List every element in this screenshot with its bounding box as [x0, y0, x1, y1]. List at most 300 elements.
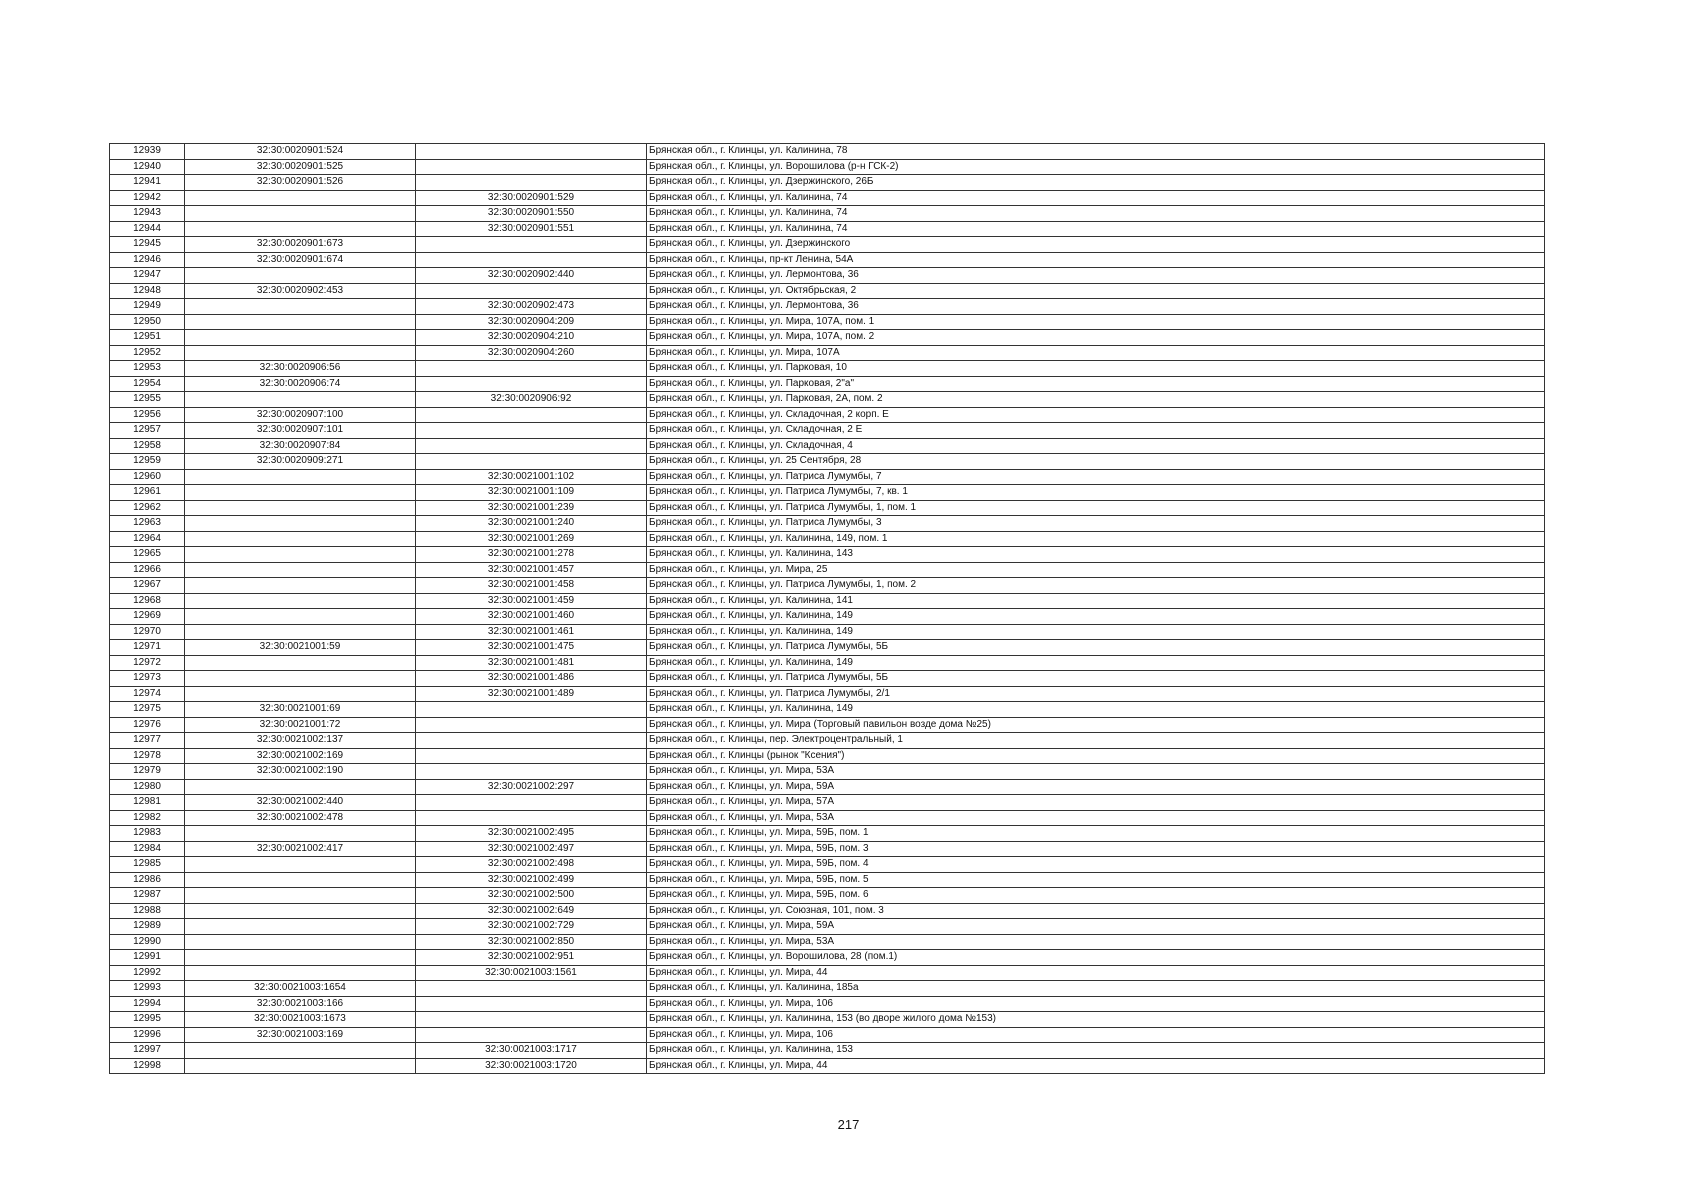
- object-cadastral-number-cell: [416, 159, 647, 175]
- object-cadastral-number-cell: 32:30:0021001:102: [416, 469, 647, 485]
- table-row: [110, 733, 1545, 749]
- table-row: [110, 268, 1545, 284]
- object-cadastral-number-cell: 32:30:0021002:495: [416, 826, 647, 842]
- row-number-cell: 12955: [110, 392, 185, 408]
- cadastral-number-cell: [185, 500, 416, 516]
- cadastral-number-cell: [185, 299, 416, 315]
- address-cell: Брянская обл., г. Клинцы, ул. Калинина, 153: [647, 1043, 1545, 1059]
- table-row: [110, 252, 1545, 268]
- row-number-cell: 12978: [110, 748, 185, 764]
- address-cell: Брянская обл., г. Клинцы, ул. Мира, 53А: [647, 764, 1545, 780]
- cadastral-number-cell: [185, 268, 416, 284]
- table-row: [110, 950, 1545, 966]
- object-cadastral-number-cell: 32:30:0021001:269: [416, 531, 647, 547]
- address-cell: Брянская обл., г. Клинцы, ул. Мира, 25: [647, 562, 1545, 578]
- table-row: [110, 159, 1545, 175]
- row-number-cell: 12973: [110, 671, 185, 687]
- cadastral-number-cell: [185, 919, 416, 935]
- table-row: [110, 981, 1545, 997]
- object-cadastral-number-cell: [416, 1012, 647, 1028]
- address-cell: Брянская обл., г. Клинцы, ул. Парковая, 10: [647, 361, 1545, 377]
- row-number-cell: 12939: [110, 144, 185, 160]
- cadastral-number-cell: 32:30:0021003:169: [185, 1027, 416, 1043]
- row-number-cell: 12948: [110, 283, 185, 299]
- table-row: [110, 485, 1545, 501]
- row-number-cell: 12996: [110, 1027, 185, 1043]
- object-cadastral-number-cell: 32:30:0021001:481: [416, 655, 647, 671]
- address-cell: Брянская обл., г. Клинцы, ул. Мира, 107А: [647, 345, 1545, 361]
- cadastral-number-cell: [185, 562, 416, 578]
- cadastral-number-cell: 32:30:0020906:74: [185, 376, 416, 392]
- address-cell: Брянская обл., г. Клинцы, ул. Лермонтова, 36: [647, 268, 1545, 284]
- row-number-cell: 12960: [110, 469, 185, 485]
- row-number-cell: 12993: [110, 981, 185, 997]
- cadastral-number-cell: [185, 547, 416, 563]
- object-cadastral-number-cell: 32:30:0021002:297: [416, 779, 647, 795]
- cadastral-number-cell: [185, 345, 416, 361]
- row-number-cell: 12975: [110, 702, 185, 718]
- table-row: [110, 531, 1545, 547]
- object-cadastral-number-cell: [416, 981, 647, 997]
- address-cell: Брянская обл., г. Клинцы, ул. Патриса Лумумбы, 7, кв. 1: [647, 485, 1545, 501]
- cadastral-number-cell: 32:30:0021003:1654: [185, 981, 416, 997]
- object-cadastral-number-cell: 32:30:0021003:1717: [416, 1043, 647, 1059]
- object-cadastral-number-cell: 32:30:0020902:473: [416, 299, 647, 315]
- row-number-cell: 12980: [110, 779, 185, 795]
- cadastral-number-cell: 32:30:0021002:417: [185, 841, 416, 857]
- cadastral-number-cell: [185, 516, 416, 532]
- address-cell: Брянская обл., г. Клинцы, ул. Калинина, 74: [647, 221, 1545, 237]
- address-cell: Брянская обл., г. Клинцы, ул. Парковая, 2"а": [647, 376, 1545, 392]
- row-number-cell: 12942: [110, 190, 185, 206]
- address-cell: Брянская обл., г. Клинцы, ул. Мира, 59Б, пом. 3: [647, 841, 1545, 857]
- object-cadastral-number-cell: 32:30:0020904:260: [416, 345, 647, 361]
- cadastral-number-cell: 32:30:0021003:1673: [185, 1012, 416, 1028]
- object-cadastral-number-cell: 32:30:0021001:457: [416, 562, 647, 578]
- address-cell: Брянская обл., г. Клинцы, ул. 25 Сентября, 28: [647, 454, 1545, 470]
- object-cadastral-number-cell: 32:30:0020901:529: [416, 190, 647, 206]
- address-cell: Брянская обл., г. Клинцы, ул. Патриса Лумумбы, 1, пом. 1: [647, 500, 1545, 516]
- table-row: [110, 562, 1545, 578]
- address-cell: Брянская обл., г. Клинцы, ул. Калинина, 74: [647, 190, 1545, 206]
- row-number-cell: 12989: [110, 919, 185, 935]
- table-row: [110, 857, 1545, 873]
- address-cell: Брянская обл., г. Клинцы, ул. Мира, 59Б, пом. 4: [647, 857, 1545, 873]
- address-cell: Брянская обл., г. Клинцы, ул. Калинина, 185а: [647, 981, 1545, 997]
- object-cadastral-number-cell: 32:30:0020904:210: [416, 330, 647, 346]
- object-cadastral-number-cell: 32:30:0021002:499: [416, 872, 647, 888]
- cadastral-number-cell: 32:30:0021002:137: [185, 733, 416, 749]
- cadastral-number-cell: 32:30:0020902:453: [185, 283, 416, 299]
- table-row: [110, 1027, 1545, 1043]
- object-cadastral-number-cell: [416, 175, 647, 191]
- cadastral-number-cell: [185, 206, 416, 222]
- address-cell: Брянская обл., г. Клинцы, ул. Калинина, 153 (во дворе жилого дома №153): [647, 1012, 1545, 1028]
- table-row: [110, 779, 1545, 795]
- cadastral-number-cell: 32:30:0020901:526: [185, 175, 416, 191]
- cadastral-number-cell: [185, 469, 416, 485]
- object-cadastral-number-cell: 32:30:0021001:239: [416, 500, 647, 516]
- table-row: [110, 965, 1545, 981]
- row-number-cell: 12940: [110, 159, 185, 175]
- object-cadastral-number-cell: [416, 407, 647, 423]
- table-row: [110, 624, 1545, 640]
- object-cadastral-number-cell: [416, 283, 647, 299]
- object-cadastral-number-cell: 32:30:0021001:461: [416, 624, 647, 640]
- address-cell: Брянская обл., г. Клинцы, ул. Мира, 107А, пом. 2: [647, 330, 1545, 346]
- row-number-cell: 12969: [110, 609, 185, 625]
- cadastral-number-cell: [185, 826, 416, 842]
- row-number-cell: 12983: [110, 826, 185, 842]
- cadastral-number-cell: 32:30:0020901:673: [185, 237, 416, 253]
- cadastral-number-cell: [185, 330, 416, 346]
- object-cadastral-number-cell: [416, 810, 647, 826]
- address-cell: Брянская обл., г. Клинцы, ул. Мира, 53А: [647, 810, 1545, 826]
- address-cell: Брянская обл., г. Клинцы, ул. Патриса Лумумбы, 1, пом. 2: [647, 578, 1545, 594]
- table-row: [110, 237, 1545, 253]
- row-number-cell: 12984: [110, 841, 185, 857]
- object-cadastral-number-cell: 32:30:0020902:440: [416, 268, 647, 284]
- cadastral-number-cell: [185, 485, 416, 501]
- cadastral-number-cell: [185, 593, 416, 609]
- object-cadastral-number-cell: [416, 996, 647, 1012]
- object-cadastral-number-cell: 32:30:0021003:1720: [416, 1058, 647, 1074]
- cadastral-number-cell: [185, 965, 416, 981]
- address-cell: Брянская обл., г. Клинцы, пер. Электроцентральный, 1: [647, 733, 1545, 749]
- table-row: [110, 407, 1545, 423]
- address-cell: Брянская обл., г. Клинцы, ул. Мира, 44: [647, 1058, 1545, 1074]
- object-cadastral-number-cell: 32:30:0021002:649: [416, 903, 647, 919]
- table-row: [110, 826, 1545, 842]
- table-row: [110, 702, 1545, 718]
- object-cadastral-number-cell: 32:30:0021001:240: [416, 516, 647, 532]
- object-cadastral-number-cell: 32:30:0021002:500: [416, 888, 647, 904]
- address-cell: Брянская обл., г. Клинцы, ул. Калинина, 149: [647, 702, 1545, 718]
- table-row: [110, 934, 1545, 950]
- address-cell: Брянская обл., г. Клинцы, ул. Патриса Лумумбы, 2/1: [647, 686, 1545, 702]
- row-number-cell: 12944: [110, 221, 185, 237]
- cadastral-number-cell: 32:30:0020901:524: [185, 144, 416, 160]
- address-cell: Брянская обл., г. Клинцы, ул. Ворошилова, 28 (пом.1): [647, 950, 1545, 966]
- cadastral-number-cell: 32:30:0020907:101: [185, 423, 416, 439]
- address-cell: Брянская обл., г. Клинцы, ул. Парковая, 2А, пом. 2: [647, 392, 1545, 408]
- table-row: [110, 686, 1545, 702]
- table-row: [110, 795, 1545, 811]
- row-number-cell: 12971: [110, 640, 185, 656]
- row-number-cell: 12986: [110, 872, 185, 888]
- row-number-cell: 12992: [110, 965, 185, 981]
- row-number-cell: 12990: [110, 934, 185, 950]
- table-row: [110, 345, 1545, 361]
- row-number-cell: 12965: [110, 547, 185, 563]
- table-row: [110, 888, 1545, 904]
- cadastral-number-cell: [185, 1058, 416, 1074]
- table-row: [110, 593, 1545, 609]
- cadastral-number-cell: 32:30:0021002:440: [185, 795, 416, 811]
- table-row: [110, 330, 1545, 346]
- row-number-cell: 12943: [110, 206, 185, 222]
- table-row: [110, 221, 1545, 237]
- table-row: [110, 361, 1545, 377]
- cadastral-number-cell: [185, 221, 416, 237]
- row-number-cell: 12972: [110, 655, 185, 671]
- object-cadastral-number-cell: 32:30:0021001:459: [416, 593, 647, 609]
- object-cadastral-number-cell: [416, 795, 647, 811]
- object-cadastral-number-cell: [416, 702, 647, 718]
- object-cadastral-number-cell: 32:30:0020906:92: [416, 392, 647, 408]
- cadastral-number-cell: [185, 950, 416, 966]
- address-cell: Брянская обл., г. Клинцы, ул. Патриса Лумумбы, 5Б: [647, 640, 1545, 656]
- table-row: [110, 283, 1545, 299]
- table-row: [110, 144, 1545, 160]
- address-cell: Брянская обл., г. Клинцы, ул. Патриса Лумумбы, 3: [647, 516, 1545, 532]
- address-cell: Брянская обл., г. Клинцы, ул. Мира (Торговый павильон возде дома №25): [647, 717, 1545, 733]
- table-row: [110, 454, 1545, 470]
- row-number-cell: 12958: [110, 438, 185, 454]
- cadastral-number-cell: [185, 392, 416, 408]
- table-row: [110, 919, 1545, 935]
- row-number-cell: 12970: [110, 624, 185, 640]
- table-row: [110, 764, 1545, 780]
- cadastral-number-cell: 32:30:0020901:525: [185, 159, 416, 175]
- address-cell: Брянская обл., г. Клинцы, ул. Мира, 44: [647, 965, 1545, 981]
- cadastral-number-cell: [185, 1043, 416, 1059]
- row-number-cell: 12954: [110, 376, 185, 392]
- table-row: [110, 841, 1545, 857]
- table-row: [110, 516, 1545, 532]
- cadastral-number-cell: [185, 578, 416, 594]
- row-number-cell: 12957: [110, 423, 185, 439]
- cadastral-number-cell: [185, 190, 416, 206]
- object-cadastral-number-cell: 32:30:0020904:209: [416, 314, 647, 330]
- object-cadastral-number-cell: [416, 454, 647, 470]
- cadastral-number-cell: [185, 671, 416, 687]
- cadastral-number-cell: 32:30:0021002:169: [185, 748, 416, 764]
- row-number-cell: 12981: [110, 795, 185, 811]
- page-number: 217: [837, 1117, 860, 1132]
- object-cadastral-number-cell: 32:30:0021001:489: [416, 686, 647, 702]
- address-cell: Брянская обл., г. Клинцы, ул. Мира, 107А, пом. 1: [647, 314, 1545, 330]
- row-number-cell: 12947: [110, 268, 185, 284]
- object-cadastral-number-cell: 32:30:0021002:729: [416, 919, 647, 935]
- table-row: [110, 872, 1545, 888]
- table-row: [110, 469, 1545, 485]
- address-cell: Брянская обл., г. Клинцы, ул. Мира, 53А: [647, 934, 1545, 950]
- object-cadastral-number-cell: [416, 144, 647, 160]
- cadastral-number-cell: [185, 655, 416, 671]
- cadastral-number-cell: [185, 531, 416, 547]
- row-number-cell: 12962: [110, 500, 185, 516]
- address-cell: Брянская обл., г. Клинцы, ул. Мира, 106: [647, 996, 1545, 1012]
- table-row: [110, 438, 1545, 454]
- row-number-cell: 12968: [110, 593, 185, 609]
- object-cadastral-number-cell: [416, 376, 647, 392]
- object-cadastral-number-cell: 32:30:0021001:460: [416, 609, 647, 625]
- row-number-cell: 12951: [110, 330, 185, 346]
- table-row: [110, 500, 1545, 516]
- object-cadastral-number-cell: 32:30:0021003:1561: [416, 965, 647, 981]
- address-cell: Брянская обл., г. Клинцы, ул. Дзержинского, 26Б: [647, 175, 1545, 191]
- row-number-cell: 12995: [110, 1012, 185, 1028]
- object-cadastral-number-cell: 32:30:0021002:951: [416, 950, 647, 966]
- address-cell: Брянская обл., г. Клинцы, ул. Калинина, 149: [647, 624, 1545, 640]
- cadastral-number-cell: 32:30:0021002:478: [185, 810, 416, 826]
- cadastral-number-cell: [185, 609, 416, 625]
- address-cell: Брянская обл., г. Клинцы, ул. Мира, 106: [647, 1027, 1545, 1043]
- object-cadastral-number-cell: 32:30:0021002:850: [416, 934, 647, 950]
- table-row: [110, 423, 1545, 439]
- row-number-cell: 12982: [110, 810, 185, 826]
- row-number-cell: 12991: [110, 950, 185, 966]
- address-cell: Брянская обл., г. Клинцы, ул. Калинина, 141: [647, 593, 1545, 609]
- table-row: [110, 314, 1545, 330]
- cadastral-number-cell: [185, 686, 416, 702]
- cadastral-number-cell: [185, 903, 416, 919]
- address-cell: Брянская обл., г. Клинцы, ул. Дзержинского: [647, 237, 1545, 253]
- row-number-cell: 12953: [110, 361, 185, 377]
- registry-table: [109, 143, 1545, 1074]
- row-number-cell: 12987: [110, 888, 185, 904]
- address-cell: Брянская обл., г. Клинцы, ул. Калинина, 149: [647, 655, 1545, 671]
- row-number-cell: 12966: [110, 562, 185, 578]
- row-number-cell: 12979: [110, 764, 185, 780]
- table-row: [110, 810, 1545, 826]
- object-cadastral-number-cell: [416, 1027, 647, 1043]
- object-cadastral-number-cell: 32:30:0021001:486: [416, 671, 647, 687]
- row-number-cell: 12974: [110, 686, 185, 702]
- row-number-cell: 12997: [110, 1043, 185, 1059]
- object-cadastral-number-cell: [416, 717, 647, 733]
- address-cell: Брянская обл., г. Клинцы, ул. Мира, 59Б, пом. 5: [647, 872, 1545, 888]
- address-cell: Брянская обл., г. Клинцы, ул. Патриса Лумумбы, 5Б: [647, 671, 1545, 687]
- address-cell: Брянская обл., г. Клинцы, ул. Мира, 59А: [647, 919, 1545, 935]
- table-row: [110, 717, 1545, 733]
- address-cell: Брянская обл., г. Клинцы, ул. Лермонтова, 36: [647, 299, 1545, 315]
- address-cell: Брянская обл., г. Клинцы, ул. Мира, 57А: [647, 795, 1545, 811]
- object-cadastral-number-cell: [416, 361, 647, 377]
- row-number-cell: 12963: [110, 516, 185, 532]
- table-row: [110, 190, 1545, 206]
- address-cell: Брянская обл., г. Клинцы, ул. Складочная, 2 корп. Е: [647, 407, 1545, 423]
- row-number-cell: 12998: [110, 1058, 185, 1074]
- address-cell: Брянская обл., г. Клинцы, ул. Складочная, 4: [647, 438, 1545, 454]
- table-row: [110, 903, 1545, 919]
- object-cadastral-number-cell: [416, 748, 647, 764]
- table-row: [110, 376, 1545, 392]
- object-cadastral-number-cell: 32:30:0021001:458: [416, 578, 647, 594]
- object-cadastral-number-cell: 32:30:0021001:109: [416, 485, 647, 501]
- row-number-cell: 12956: [110, 407, 185, 423]
- address-cell: Брянская обл., г. Клинцы, ул. Калинина, 78: [647, 144, 1545, 160]
- table-row: [110, 1058, 1545, 1074]
- table-row: [110, 392, 1545, 408]
- row-number-cell: 12976: [110, 717, 185, 733]
- object-cadastral-number-cell: [416, 764, 647, 780]
- address-cell: Брянская обл., г. Клинцы, ул. Мира, 59А: [647, 779, 1545, 795]
- cadastral-number-cell: 32:30:0020907:100: [185, 407, 416, 423]
- object-cadastral-number-cell: 32:30:0021002:498: [416, 857, 647, 873]
- address-cell: Брянская обл., г. Клинцы, ул. Мира, 59Б, пом. 6: [647, 888, 1545, 904]
- address-cell: Брянская обл., г. Клинцы, ул. Мира, 59Б, пом. 1: [647, 826, 1545, 842]
- table-row: [110, 578, 1545, 594]
- address-cell: Брянская обл., г. Клинцы, ул. Патриса Лумумбы, 7: [647, 469, 1545, 485]
- object-cadastral-number-cell: [416, 252, 647, 268]
- table-row: [110, 609, 1545, 625]
- cadastral-number-cell: [185, 888, 416, 904]
- object-cadastral-number-cell: [416, 423, 647, 439]
- table-row: [110, 748, 1545, 764]
- cadastral-number-cell: [185, 624, 416, 640]
- registry-table-body: [110, 144, 1545, 1074]
- object-cadastral-number-cell: 32:30:0021002:497: [416, 841, 647, 857]
- row-number-cell: 12967: [110, 578, 185, 594]
- row-number-cell: 12964: [110, 531, 185, 547]
- cadastral-number-cell: 32:30:0021001:59: [185, 640, 416, 656]
- address-cell: Брянская обл., г. Клинцы, ул. Калинина, 143: [647, 547, 1545, 563]
- address-cell: Брянская обл., г. Клинцы, ул. Калинина, 149, пом. 1: [647, 531, 1545, 547]
- address-cell: Брянская обл., г. Клинцы, ул. Складочная, 2 Е: [647, 423, 1545, 439]
- address-cell: Брянская обл., г. Клинцы, ул. Октябрьская, 2: [647, 283, 1545, 299]
- row-number-cell: 12977: [110, 733, 185, 749]
- table-row: [110, 299, 1545, 315]
- address-cell: Брянская обл., г. Клинцы, ул. Ворошилова (р-н ГСК-2): [647, 159, 1545, 175]
- cadastral-number-cell: 32:30:0020901:674: [185, 252, 416, 268]
- cadastral-number-cell: [185, 779, 416, 795]
- cadastral-number-cell: 32:30:0021001:69: [185, 702, 416, 718]
- row-number-cell: 12945: [110, 237, 185, 253]
- cadastral-number-cell: 32:30:0020907:84: [185, 438, 416, 454]
- cadastral-number-cell: 32:30:0021002:190: [185, 764, 416, 780]
- row-number-cell: 12994: [110, 996, 185, 1012]
- cadastral-number-cell: 32:30:0021003:166: [185, 996, 416, 1012]
- row-number-cell: 12949: [110, 299, 185, 315]
- object-cadastral-number-cell: 32:30:0020901:551: [416, 221, 647, 237]
- table-row: [110, 206, 1545, 222]
- object-cadastral-number-cell: 32:30:0020901:550: [416, 206, 647, 222]
- cadastral-number-cell: [185, 314, 416, 330]
- cadastral-number-cell: 32:30:0020906:56: [185, 361, 416, 377]
- row-number-cell: 12985: [110, 857, 185, 873]
- address-cell: Брянская обл., г. Клинцы, ул. Калинина, 74: [647, 206, 1545, 222]
- row-number-cell: 12950: [110, 314, 185, 330]
- cadastral-number-cell: 32:30:0021001:72: [185, 717, 416, 733]
- table-row: [110, 547, 1545, 563]
- table-row: [110, 996, 1545, 1012]
- address-cell: Брянская обл., г. Клинцы (рынок "Ксения"): [647, 748, 1545, 764]
- address-cell: Брянская обл., г. Клинцы, ул. Союзная, 101, пом. 3: [647, 903, 1545, 919]
- table-row: [110, 640, 1545, 656]
- object-cadastral-number-cell: [416, 237, 647, 253]
- object-cadastral-number-cell: [416, 438, 647, 454]
- object-cadastral-number-cell: 32:30:0021001:475: [416, 640, 647, 656]
- cadastral-number-cell: 32:30:0020909:271: [185, 454, 416, 470]
- table-row: [110, 1043, 1545, 1059]
- table-row: [110, 671, 1545, 687]
- cadastral-number-cell: [185, 857, 416, 873]
- cadastral-number-cell: [185, 934, 416, 950]
- row-number-cell: 12988: [110, 903, 185, 919]
- row-number-cell: 12961: [110, 485, 185, 501]
- object-cadastral-number-cell: 32:30:0021001:278: [416, 547, 647, 563]
- row-number-cell: 12959: [110, 454, 185, 470]
- row-number-cell: 12946: [110, 252, 185, 268]
- address-cell: Брянская обл., г. Клинцы, пр-кт Ленина, 54А: [647, 252, 1545, 268]
- table-row: [110, 175, 1545, 191]
- table-row: [110, 655, 1545, 671]
- cadastral-number-cell: [185, 872, 416, 888]
- object-cadastral-number-cell: [416, 733, 647, 749]
- address-cell: Брянская обл., г. Клинцы, ул. Калинина, 149: [647, 609, 1545, 625]
